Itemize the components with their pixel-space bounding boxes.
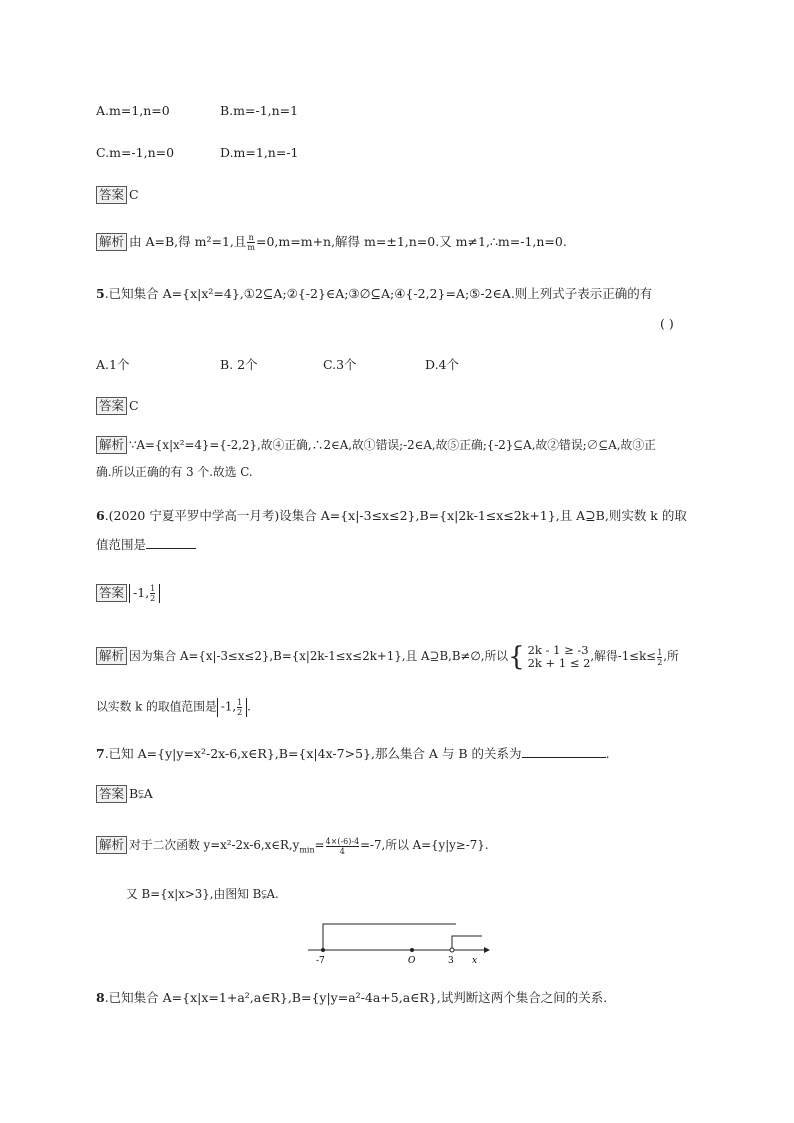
- frac-den: 2: [150, 594, 156, 603]
- q4-option-b: B.m=-1,n=1: [220, 103, 299, 118]
- frac-num: 4×(-6)-4: [325, 836, 360, 846]
- point-minus7: [321, 948, 325, 952]
- q4-analysis-text-2: =0,m=m+n,解得 m=±1,n=0.又 m≠1,∴m=-1,n=0.: [255, 234, 567, 249]
- q6-stem-line1: [96, 508, 687, 524]
- interval-fraction: [237, 698, 242, 717]
- frac-num: 1: [237, 698, 243, 707]
- q8-stem: [96, 990, 607, 1006]
- q6-analysis-end: .: [247, 699, 251, 714]
- q4-fraction: [247, 233, 255, 252]
- q7-stem-text: .已知 A={y|y=x²-2x-6,x∈R},B={x|4x-7>5},那么集合 A 与 B 的关系为: [104, 746, 522, 761]
- answer-tag: 答案: [96, 186, 127, 204]
- q7-answer: [96, 785, 153, 803]
- q5-options: [96, 357, 459, 373]
- q7-analysis-text-1: 对于二次函数 y=x²-2x-6,x∈R,y: [129, 838, 300, 852]
- system-brace: {: [508, 642, 525, 672]
- answer-value: C: [129, 187, 139, 202]
- number-line-figure: [306, 918, 492, 968]
- answer-blank: [522, 745, 606, 758]
- answer-value: B⫋A: [129, 786, 153, 801]
- point-origin: [410, 948, 414, 952]
- label-origin: O: [408, 956, 416, 966]
- q4-options-row1: [96, 103, 298, 119]
- system-line-2: 2k + 1 ≤ 2: [527, 656, 591, 670]
- frac-den: 2: [657, 657, 663, 667]
- label-x: x: [472, 956, 478, 966]
- q5-answer: [96, 397, 139, 415]
- q5-option-d: D.4个: [425, 357, 460, 372]
- q5-stem-text: .已知集合 A={x|x²=4},①2⊆A;②{-2}∈A;③∅⊆A;④{-2,2}=A;⑤-2∈A.则上列式子表示正确的有: [104, 286, 653, 301]
- question-number: 7: [96, 746, 105, 761]
- q4-option-d: D.m=1,n=-1: [220, 145, 299, 160]
- point-3: [450, 948, 454, 952]
- answer-tag: 答案: [96, 397, 127, 415]
- q7-analysis-text-2: =: [314, 838, 325, 852]
- q4-options-row2: [96, 145, 299, 161]
- q6-answer: [96, 584, 160, 603]
- analysis-tag: 解析: [96, 233, 127, 251]
- frac-num: n: [248, 233, 254, 242]
- frac-num: 1: [150, 584, 156, 593]
- analysis-tag: 解析: [96, 836, 127, 854]
- label-minus7: -7: [316, 956, 325, 966]
- frac-den: 2: [237, 708, 243, 717]
- q7-fraction: [326, 837, 360, 856]
- answer-tag: 答案: [96, 785, 127, 803]
- q4-answer: [96, 186, 139, 204]
- interval-fraction: [150, 584, 155, 603]
- frac-den: m: [247, 243, 255, 252]
- q5-analysis-text-1: ∵A={x|x²=4}={-2,2},故④正确,∴2∈A,故①错误;-2∈A,故⑤正确;{-2}⊆A,故②错误;∅⊆A,故③正: [129, 438, 656, 452]
- interval-left: -1,: [133, 585, 150, 600]
- inequality-system: [528, 644, 591, 670]
- answer-blank: [146, 536, 196, 549]
- k-fraction: [657, 648, 662, 667]
- q5-analysis-line2: 确.所以正确的有 3 个.故选 C.: [96, 465, 253, 479]
- q6-analysis-line2: [96, 698, 251, 717]
- axis-arrow-icon: [484, 947, 490, 953]
- q4-analysis: [96, 233, 567, 252]
- q6-analysis-text-2: ,解得-1≤k≤: [590, 649, 657, 663]
- q6-stem-line2: [96, 536, 196, 553]
- q6-stem-text-2: 值范围是: [96, 537, 147, 552]
- q8-stem-text: .已知集合 A={x|x=1+a²,a∈R},B={y|y=a²-4a+5,a∈R},试判断这两个集合之间的关系.: [104, 990, 608, 1005]
- q4-analysis-text-1: 由 A=B,得 m²=1,且: [129, 234, 247, 249]
- question-number: 5: [96, 286, 105, 301]
- q6-stem-text-1: .(2020 宁夏平罗中学高一月考)设集合 A={x|-3≤x≤2},B={x|2k-1≤x≤2k+1},且 A⊇B,则实数 k 的取: [104, 508, 687, 523]
- set-a-bracket: [323, 924, 456, 950]
- frac-num: 1: [657, 647, 663, 657]
- q4-option-a: A.m=1,n=0: [96, 103, 170, 118]
- q7-subscript-min: min: [299, 845, 315, 855]
- interval-bracket: [217, 698, 247, 717]
- answer-value: C: [129, 398, 139, 413]
- q7-analysis-line1: [96, 836, 488, 858]
- question-number: 6: [96, 508, 105, 523]
- q6-analysis-line1: [96, 644, 679, 670]
- answer-tag: 答案: [96, 584, 127, 602]
- system-line-1: 2k - 1 ≥ -3: [527, 643, 589, 657]
- q5-option-b: B. 2个: [220, 357, 258, 372]
- q7-analysis-text-3: =-7,所以 A={y|y≥-7}.: [360, 838, 489, 852]
- q5-option-a: A.1个: [96, 357, 130, 372]
- q5-analysis-line1: [96, 436, 656, 454]
- q7-stem: 7.已知 A={y|y=x²-2x-6,x∈R},B={x|4x-7>5},那么集合 A 与 B 的关系为 .: [96, 746, 610, 761]
- set-b-bracket: [452, 936, 482, 950]
- analysis-tag: 解析: [96, 647, 127, 665]
- analysis-tag: 解析: [96, 436, 127, 454]
- interval-bracket: [129, 584, 160, 603]
- frac-den: 4: [326, 846, 360, 856]
- q6-analysis-text-3: ,所: [663, 649, 679, 663]
- q6-analysis-text-1: 因为集合 A={x|-3≤x≤2},B={x|2k-1≤x≤2k+1},且 A⊇B,B≠∅,所以: [129, 649, 509, 663]
- q5-option-c: C.3个: [323, 357, 357, 372]
- q5-stem: [96, 286, 652, 302]
- question-number: 8: [96, 990, 105, 1005]
- q6-analysis-text-4: 以实数 k 的取值范围是: [96, 699, 217, 714]
- q5-answer-paren: ( ): [660, 316, 674, 331]
- q4-option-c: C.m=-1,n=0: [96, 145, 175, 160]
- interval-left: -1,: [220, 699, 237, 714]
- label-3: 3: [448, 956, 454, 966]
- q7-analysis-line2: 又 B={x|x>3},由图知 B⫋A.: [126, 887, 279, 901]
